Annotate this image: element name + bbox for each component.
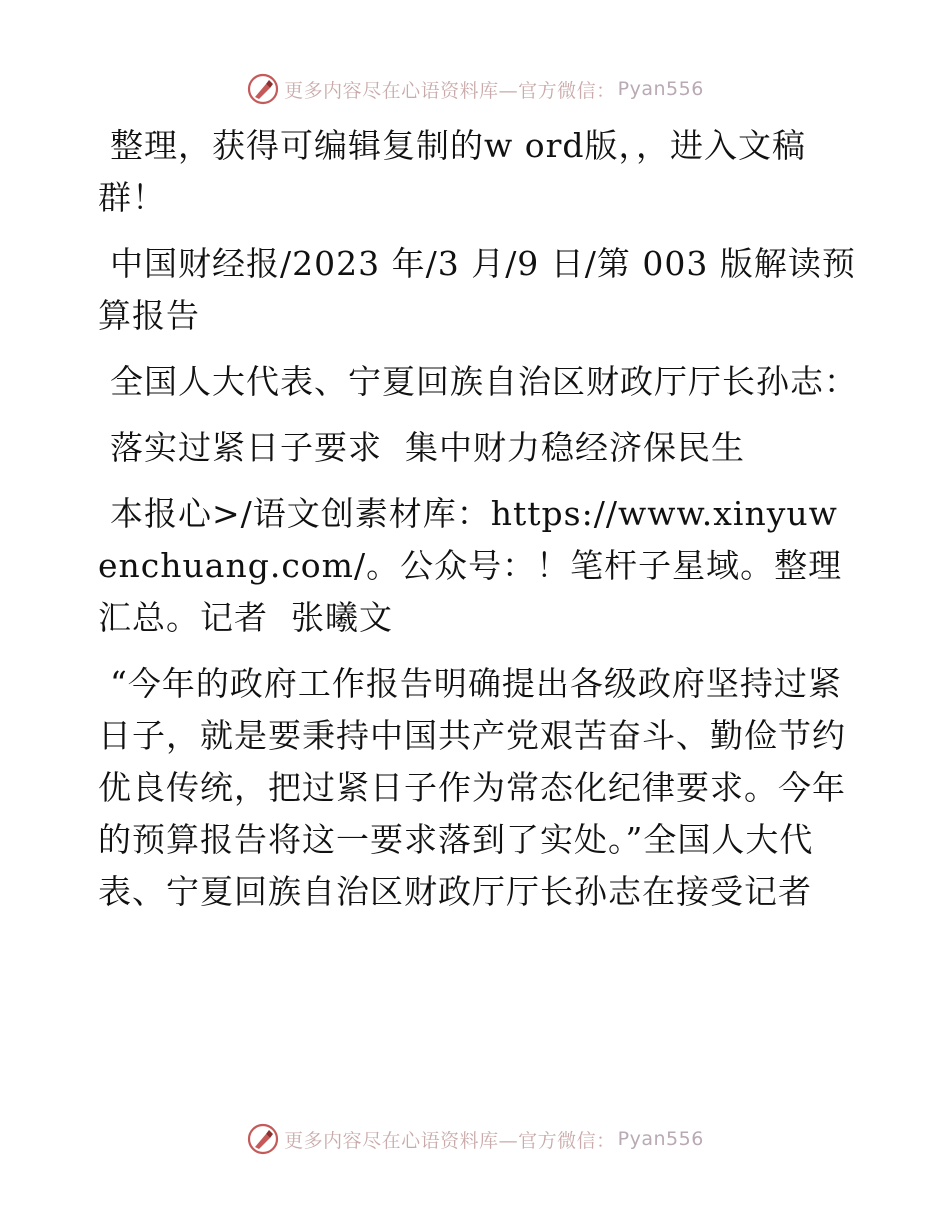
pen-nib-circle-icon [246,72,280,106]
paragraph-body: “今年的政府工作报告明确提出各级政府坚持过紧日子，就是要秉持中国共产党艰苦奋斗、勤俭节约优良传统，把过紧日子作为常态化纪律要求。今年的预算报告将这一要求落到了实处。”全国人大代表、宁夏回族自治区财政厅厅长孙志在接受记者 [98,664,846,911]
watermark-wechat-id: Pyan556 [617,1128,704,1150]
document-body [98,120,858,932]
watermark-label: 更多内容尽在心语资料库—官方微信： [284,79,616,102]
article-headline: 落实过紧日子要求 集中财力稳经济保民生 [110,428,745,467]
paragraph-interviewee: 全国人大代表、宁夏回族自治区财政厅厅长孙志： [110,362,858,401]
header-watermark [0,67,950,111]
footer-watermark [0,1117,950,1161]
watermark-wechat-id: Pyan556 [617,78,704,100]
paragraph-source-line: 中国财经报/2023 年/3 月/9 日/第 003 版解读预算报告 [98,244,856,335]
paragraph-intro: 整理，获得可编辑复制的w ord版，，进入文稿群！ [98,126,807,217]
watermark-label: 更多内容尽在心语资料库—官方微信： [284,1129,616,1152]
paragraph-byline: 本报心>/语文创素材库：https://www.xinyuwenchuang.com/。公众号：！笔杆子星域。整理汇总。记者 张曦文 [98,494,843,637]
pen-nib-circle-icon [246,1122,280,1156]
